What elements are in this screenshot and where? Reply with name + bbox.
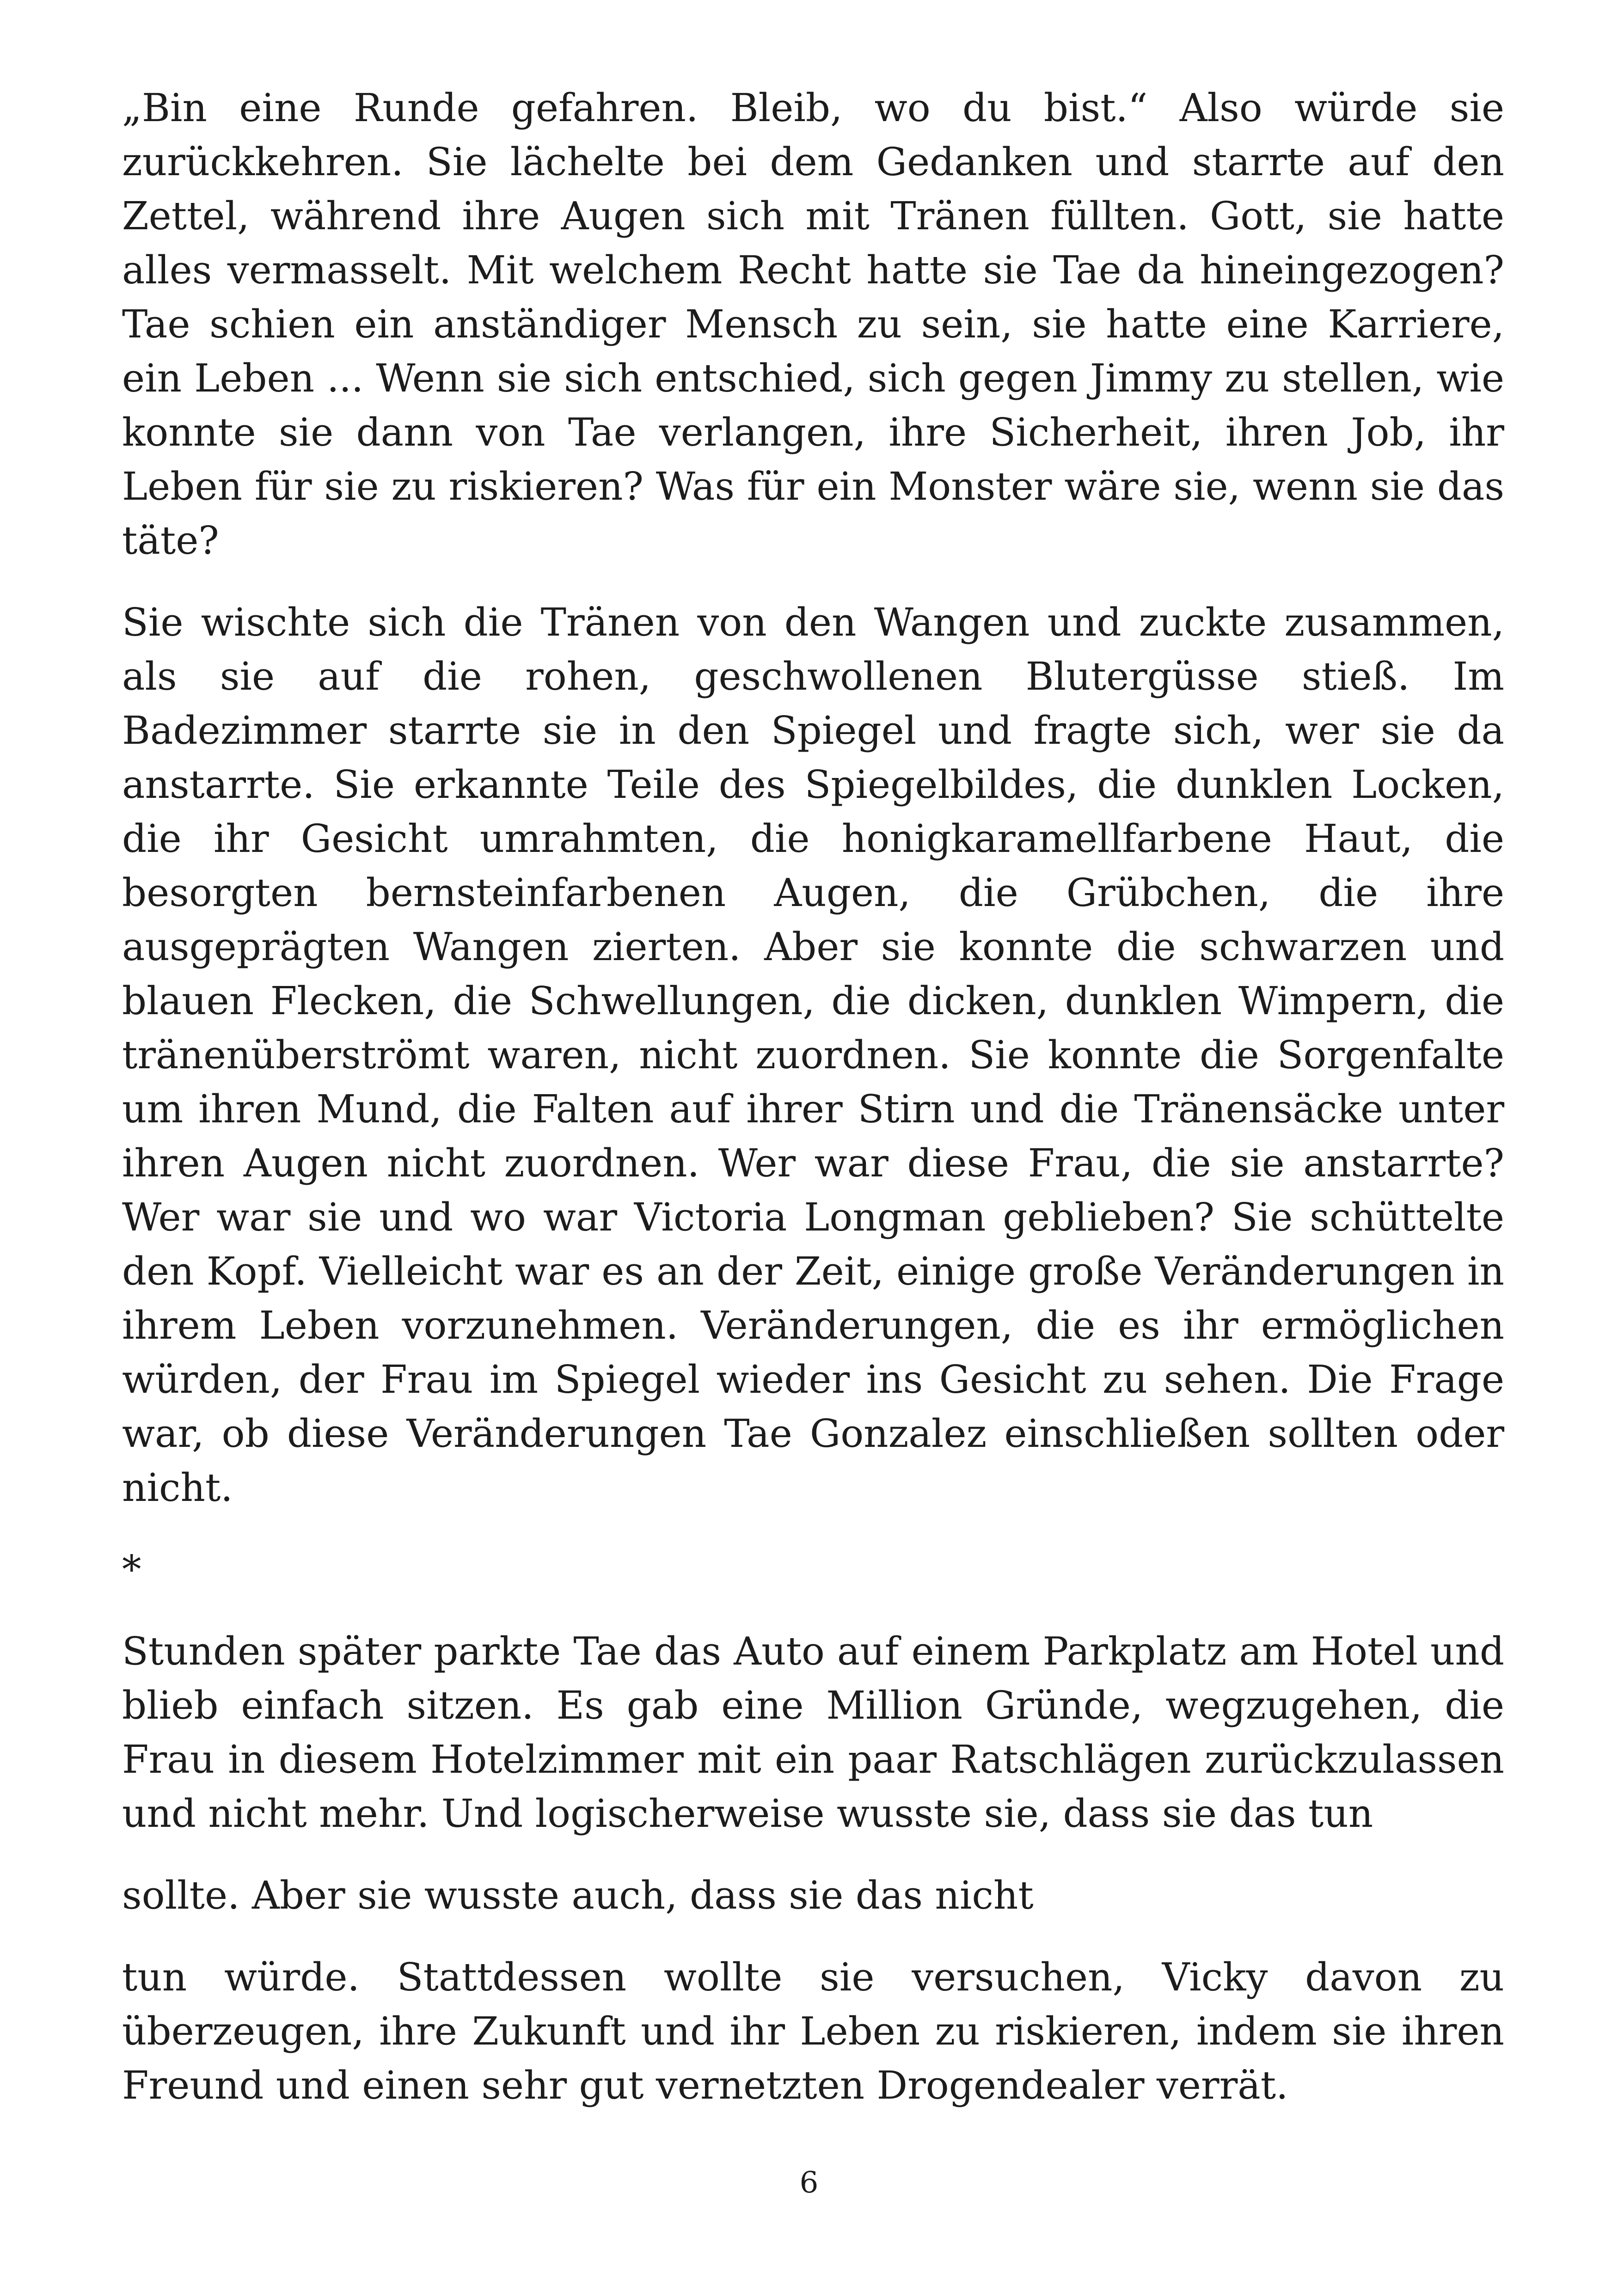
paragraph-5: tun würde. Stattdessen wollte sie versuchen, Vicky davon zu überzeugen, ihre Zukunft und ihr Leben zu riskieren, indem sie ihren Freund und einen sehr gut vernetzten Drogendealer verrät. xyxy=(122,1955,1504,2108)
paragraph-2: Sie wischte sich die Tränen von den Wangen und zuckte zusammen, als sie auf die rohen, geschwollenen Blutergüsse stieß. Im Badezimmer starrte sie in den Spiegel und fragte sich, wer sie da anstarrte. Sie erkannte Teile des Spiegelbildes, die dunklen Locken, die ihr Gesicht umrahmten, die honigkaramellfarbene Haut, die besorgten bernsteinfarbenen Augen, die Grübchen, die ihre ausgeprägten Wangen zierten. Aber sie konnte die schwarzen und blauen Flecken, die Schwellungen, die dicken, dunklen Wimpern, die tränenüberströmt waren, nicht zuordnen. Sie konnte die Sorgenfalte um ihren Mund, die Falten auf ihrer Stirn und die Tränensäcke unter ihren Augen nicht zuordnen. Wer war diese Frau, die sie anstarrte? Wer war sie und wo war Victoria Longman geblieben? Sie schüttelte den Kopf. Vielleicht war es an der Zeit, einige große Veränderungen in ihrem Leben vorzunehmen. Veränderungen, die es ihr ermöglichen würden, der Frau im Spiegel wieder ins Gesicht zu sehen. Die Frage war, ob diese Veränderungen Tae Gonzalez einschließen sollten oder nicht. xyxy=(122,600,1504,1510)
paragraph-4: sollte. Aber sie wusste auch, dass sie das nicht xyxy=(122,1873,1034,1918)
page-number: 6 xyxy=(799,2166,819,2200)
paragraph-3: Stunden später parkte Tae das Auto auf einem Parkplatz am Hotel und blieb einfach sitzen. Es gab eine Million Gründe, wegzugehen, die Frau in diesem Hotelzimmer mit ein paar Ratschlägen zurückzulassen und nicht mehr. Und logischerweise wusste sie, dass sie das tun xyxy=(122,1629,1504,1836)
paragraph-1: „Bin eine Runde gefahren. Bleib, wo du bist.“ Also würde sie zurückkehren. Sie lächelte bei dem Gedanken und starrte auf den Zettel, während ihre Augen sich mit Tränen füllten. Gott, sie hatte alles vermasselt. Mit welchem Recht hatte sie Tae da hineingezogen? Tae schien ein anständiger Mensch zu sein, sie hatte eine Karriere, ein Leben ... Wenn sie sich entschied, sich gegen Jimmy zu stellen, wie konnte sie dann von Tae verlangen, ihre Sicherheit, ihren Job, ihr Leben für sie zu riskieren? Was für ein Monster wäre sie, wenn sie das täte? xyxy=(122,86,1504,563)
body-text xyxy=(122,81,1504,2140)
scene-separator: * xyxy=(122,1547,141,1592)
